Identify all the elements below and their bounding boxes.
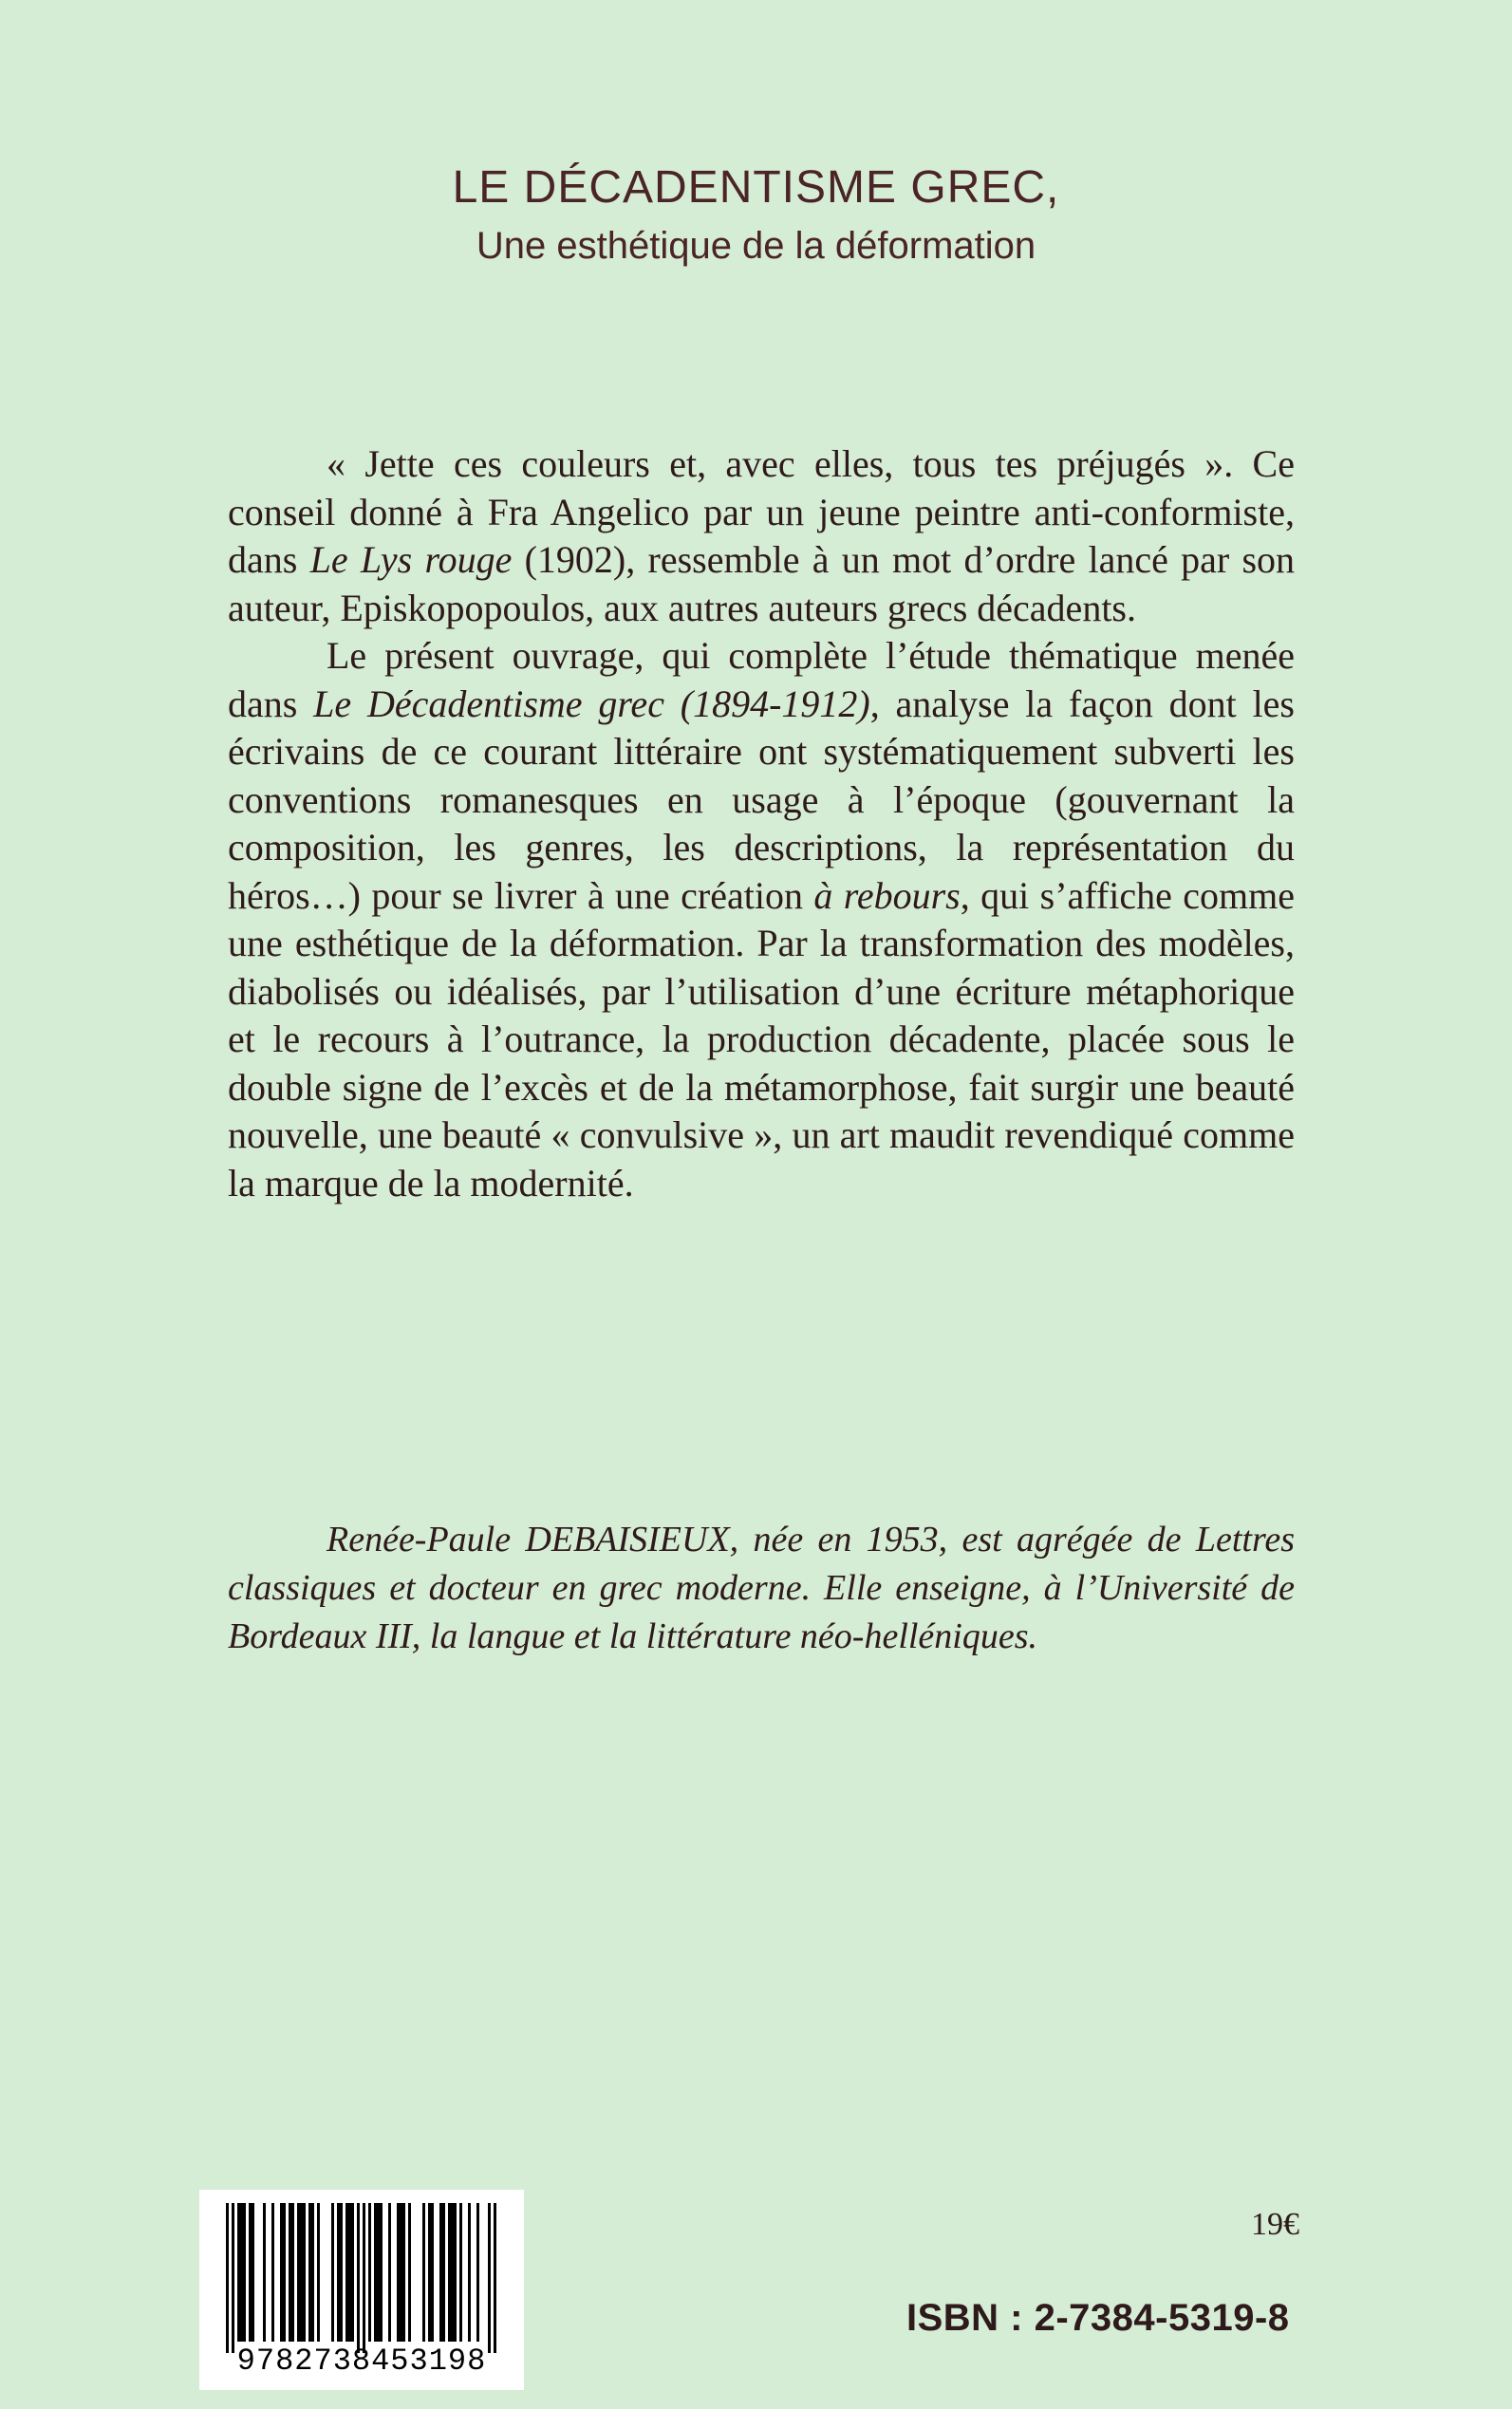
barcode-bar bbox=[226, 2203, 229, 2353]
barcode-bar bbox=[311, 2203, 314, 2342]
barcode-bar bbox=[476, 2203, 479, 2342]
barcode-bar bbox=[289, 2203, 291, 2342]
barcode-bar bbox=[451, 2203, 454, 2342]
blurb-p1-italic-title: Le Lys rouge bbox=[309, 538, 513, 581]
barcode-bar bbox=[494, 2203, 496, 2353]
barcode-bar bbox=[454, 2203, 457, 2342]
blurb-text bbox=[228, 440, 1295, 1207]
barcode-digits: 9782738453198 bbox=[236, 2344, 487, 2379]
barcode-bar bbox=[337, 2203, 340, 2342]
barcode-bar bbox=[249, 2203, 252, 2342]
barcode-bar bbox=[357, 2203, 360, 2353]
barcode-bar bbox=[303, 2203, 306, 2342]
price-label: 19€ bbox=[1251, 2207, 1299, 2242]
barcode-bar bbox=[442, 2203, 445, 2342]
blurb-p1-text-1: « Jette ces couleurs et, avec elles, tous tes préjugés ». Ce conseil donné à Fra Angelico par un jeune peintre anti-conformiste, dans bbox=[228, 442, 1295, 581]
barcode-bar bbox=[374, 2203, 377, 2342]
barcode-bar bbox=[488, 2203, 491, 2353]
barcode-bar bbox=[308, 2203, 311, 2342]
author-bio: Renée-Paule DEBAISIEUX, née en 1953, est agrégée de Lettres classiques et docteur en grec moderne. Elle enseigne, à l’Université de Bordeaux III, la langue et la littérature néo-helléniques. bbox=[228, 1520, 1295, 1656]
barcode-bar bbox=[280, 2203, 283, 2342]
blurb-paragraph-2 bbox=[228, 632, 1295, 1207]
blurb-p2-italic-phrase: à rebours bbox=[813, 873, 961, 917]
barcode-bar bbox=[431, 2203, 434, 2342]
barcode-bar bbox=[297, 2203, 300, 2342]
blurb-paragraph-1 bbox=[228, 440, 1295, 632]
barcode-bar bbox=[348, 2203, 351, 2342]
blurb-p1-text-2: (1902), ressemble à un mot d’ordre lancé par son auteur, Episkopopoulos, aux autres auteurs grecs décadents. bbox=[228, 538, 1296, 629]
barcode-bar bbox=[422, 2203, 425, 2342]
barcode-bar bbox=[397, 2203, 400, 2342]
barcode-bar bbox=[240, 2203, 243, 2342]
barcode-bar bbox=[345, 2203, 348, 2342]
blurb-p2-text-3: , qui s’affiche comme une esthétique de la déformation. Par la transformation des modèles, diabolisés ou idéalisés, par l’utilisation d’une écriture métaphorique et le recours à l’outrance, la production décadente, placée sous le double signe de l’excès et de la métamorphose, fait surgir une beauté nouvelle, une beauté « convulsive », un art maudit revendiqué comme la marque de la modernité. bbox=[228, 873, 1295, 1204]
barcode-bar bbox=[263, 2203, 266, 2342]
blurb-p2-italic-title: Le Décadentisme grec (1894-1912) bbox=[313, 682, 870, 725]
barcode-bar bbox=[243, 2203, 246, 2342]
barcode-bar bbox=[408, 2203, 411, 2342]
book-subtitle: Une esthétique de la déformation bbox=[476, 225, 1036, 267]
barcode-bar bbox=[317, 2203, 320, 2342]
barcode-bar bbox=[368, 2203, 371, 2342]
barcode-bar bbox=[402, 2203, 405, 2342]
barcode-bar bbox=[380, 2203, 383, 2342]
barcode-bar bbox=[388, 2203, 391, 2342]
barcode-bar bbox=[351, 2203, 354, 2342]
book-title: LE DÉCADENTISME GREC, bbox=[452, 162, 1060, 213]
barcode-bar bbox=[468, 2203, 471, 2342]
barcode-bar bbox=[448, 2203, 451, 2342]
blurb-p2-text-1: Le présent ouvrage, qui complète l’étude thématique menée dans bbox=[228, 634, 1295, 725]
barcode-bar bbox=[291, 2203, 294, 2342]
barcode-bar bbox=[400, 2203, 402, 2342]
isbn-label: ISBN : 2-7384-5319-8 bbox=[906, 2297, 1290, 2339]
blurb-p2-text-2: , analyse la façon dont les écrivains de ce courant littéraire ont systématiquement subverti les conventions romanesques en usage à l’époque (gouvernant la composition, les genres, les descriptions, la représentation du héros…) pour se livrer à une création bbox=[228, 682, 1295, 917]
barcode-bar bbox=[331, 2203, 334, 2342]
barcode-bar bbox=[377, 2203, 380, 2342]
barcode-bar bbox=[271, 2203, 274, 2342]
barcode bbox=[199, 2190, 524, 2390]
barcode-bar bbox=[232, 2203, 234, 2353]
barcode-bar bbox=[459, 2203, 462, 2342]
barcode-bar bbox=[283, 2203, 286, 2342]
barcode-bar bbox=[237, 2203, 240, 2342]
barcode-bar bbox=[252, 2203, 254, 2342]
barcode-bar bbox=[300, 2203, 303, 2342]
barcode-bar bbox=[439, 2203, 442, 2342]
barcode-bar bbox=[363, 2203, 365, 2353]
barcode-bar bbox=[340, 2203, 343, 2342]
barcode-bar bbox=[428, 2203, 431, 2342]
